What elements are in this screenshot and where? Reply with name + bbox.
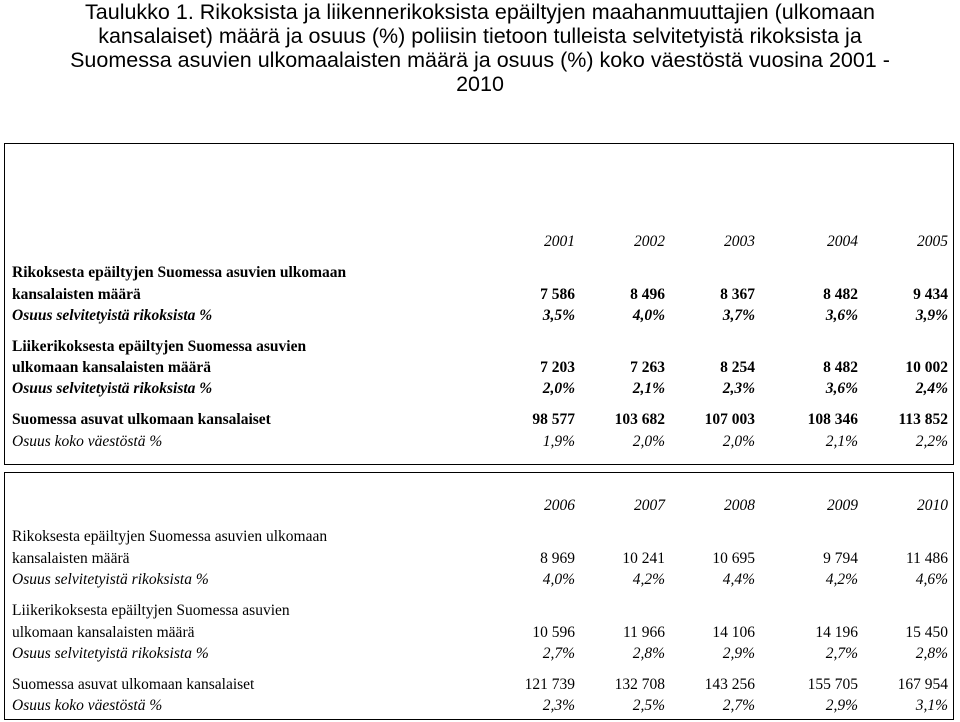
table-cell: 2,7%	[542, 645, 575, 662]
row-label: Osuus koko väestöstä %	[12, 433, 163, 450]
table-cell: 1,9%	[542, 433, 575, 450]
table-cell: 4,6%	[915, 571, 948, 588]
year-header-row	[5, 230, 953, 253]
table-cell: 7 586	[540, 286, 575, 303]
table-cell: 7 263	[630, 359, 665, 376]
table-cell: 9 434	[913, 286, 948, 303]
table-cell: 4,2%	[825, 571, 858, 588]
crime-label-row	[5, 261, 953, 284]
table-cell: 7 203	[540, 359, 575, 376]
table-cell: 2,8%	[632, 645, 665, 662]
table-cell: 10 596	[532, 624, 575, 641]
table-cell: 2,0%	[542, 380, 575, 397]
table-cell: 15 450	[905, 624, 948, 641]
row-label: kansalaisten määrä	[12, 550, 130, 567]
table-cell: 8 969	[540, 550, 575, 567]
table-cell: 4,2%	[632, 571, 665, 588]
table-cell: 155 705	[807, 676, 858, 693]
table-cell: 132 708	[614, 676, 665, 693]
year-header: 2007	[634, 497, 665, 514]
table-cell: 8 367	[720, 286, 755, 303]
row-label: Liikerikoksesta epäiltyjen Suomessa asuvien	[12, 338, 307, 355]
population-row	[5, 673, 953, 696]
table-cell: 14 106	[712, 624, 755, 641]
crime-share-row	[5, 304, 953, 327]
traffic-count-row	[5, 621, 953, 644]
table-cell: 14 196	[815, 624, 858, 641]
year-header: 2008	[724, 497, 755, 514]
year-header: 2005	[917, 233, 948, 250]
year-header: 2009	[827, 497, 858, 514]
caption-line: kansalaiset) määrä ja osuus (%) poliisin tietoon tulleista selvitetyistä rikoksista ja	[98, 24, 862, 48]
table-cell: 143 256	[704, 676, 755, 693]
row-label: ulkomaan kansalaisten määrä	[12, 624, 195, 641]
table-cell: 4,4%	[722, 571, 755, 588]
table-cell: 3,9%	[915, 307, 948, 324]
table-cell: 2,0%	[632, 433, 665, 450]
table-cell: 113 852	[898, 411, 948, 428]
population-share-row	[5, 694, 953, 717]
table-cell: 2,3%	[722, 380, 755, 397]
table-cell: 4,0%	[542, 571, 575, 588]
population-row	[5, 408, 953, 431]
table-cell: 8 482	[823, 359, 858, 376]
table-cell: 98 577	[532, 411, 575, 428]
table-cell: 2,1%	[632, 380, 665, 397]
row-label: Liikerikoksesta epäiltyjen Suomessa asuvien	[12, 602, 290, 619]
traffic-share-row	[5, 642, 953, 665]
row-label: ulkomaan kansalaisten määrä	[12, 359, 211, 376]
year-header: 2006	[544, 497, 575, 514]
population-share-row	[5, 430, 953, 453]
table-cell: 11 486	[905, 550, 948, 567]
table-cell: 3,5%	[542, 307, 575, 324]
row-label: Osuus selvitetyistä rikoksista %	[12, 645, 209, 662]
table-cell: 2,0%	[722, 433, 755, 450]
table-cell: 2,1%	[825, 433, 858, 450]
table-cell: 9 794	[823, 550, 858, 567]
caption-line: Suomessa asuvien ulkomaalaisten määrä ja osuus (%) koko väestöstä vuosina 2001 -	[70, 48, 890, 72]
table-cell: 121 739	[524, 676, 575, 693]
table-cell: 2,2%	[915, 433, 948, 450]
table-caption	[10, 0, 950, 96]
table-cell: 107 003	[704, 411, 755, 428]
table-cell: 108 346	[807, 411, 858, 428]
row-label: Osuus selvitetyistä rikoksista %	[12, 307, 213, 324]
row-label: kansalaisten määrä	[12, 286, 141, 303]
caption-line: Taulukko 1. Rikoksista ja liikennerikoksista epäiltyjen maahanmuuttajien (ulkomaan	[85, 0, 875, 24]
table-cell: 2,3%	[542, 697, 575, 714]
row-label: Suomessa asuvat ulkomaan kansalaiset	[12, 411, 271, 428]
table-cell: 2,7%	[825, 645, 858, 662]
table-cell: 10 695	[712, 550, 755, 567]
row-label: Osuus selvitetyistä rikoksista %	[12, 571, 209, 588]
row-label: Osuus selvitetyistä rikoksista %	[12, 380, 213, 397]
table-cell: 103 682	[614, 411, 665, 428]
table-cell: 3,7%	[722, 307, 755, 324]
year-header: 2002	[634, 233, 665, 250]
table-cell: 11 966	[622, 624, 665, 641]
table-cell: 8 496	[630, 286, 665, 303]
traffic-label-row	[5, 599, 953, 622]
table-cell: 2,9%	[722, 645, 755, 662]
crime-share-row	[5, 568, 953, 591]
table-panel-2006-2010	[4, 472, 954, 720]
table-panel-2001-2005	[4, 143, 954, 465]
table-cell: 10 002	[905, 359, 948, 376]
table-cell: 3,6%	[825, 380, 858, 397]
row-label: Suomessa asuvat ulkomaan kansalaiset	[12, 676, 255, 693]
table-cell: 2,4%	[915, 380, 948, 397]
year-header: 2004	[827, 233, 858, 250]
table-cell: 10 241	[622, 550, 665, 567]
table-cell: 2,5%	[632, 697, 665, 714]
year-header-row	[5, 494, 953, 517]
table-cell: 4,0%	[632, 307, 665, 324]
table-cell: 3,6%	[825, 307, 858, 324]
traffic-count-row	[5, 356, 953, 379]
table-cell: 2,8%	[915, 645, 948, 662]
crime-count-row	[5, 283, 953, 306]
traffic-label-row	[5, 335, 953, 358]
year-header: 2001	[544, 233, 575, 250]
table-cell: 167 954	[897, 676, 948, 693]
table-cell: 3,1%	[915, 697, 948, 714]
crime-label-row	[5, 525, 953, 548]
year-header: 2003	[724, 233, 755, 250]
caption-line: 2010	[456, 72, 504, 96]
traffic-share-row	[5, 377, 953, 400]
table-cell: 8 482	[823, 286, 858, 303]
table-cell: 8 254	[720, 359, 755, 376]
row-label: Rikoksesta epäiltyjen Suomessa asuvien ulkomaan	[12, 528, 328, 545]
table-cell: 2,7%	[722, 697, 755, 714]
crime-count-row	[5, 547, 953, 570]
row-label: Rikoksesta epäiltyjen Suomessa asuvien ulkomaan	[12, 264, 347, 281]
row-label: Osuus koko väestöstä %	[12, 697, 163, 714]
table-cell: 2,9%	[825, 697, 858, 714]
year-header: 2010	[917, 497, 948, 514]
